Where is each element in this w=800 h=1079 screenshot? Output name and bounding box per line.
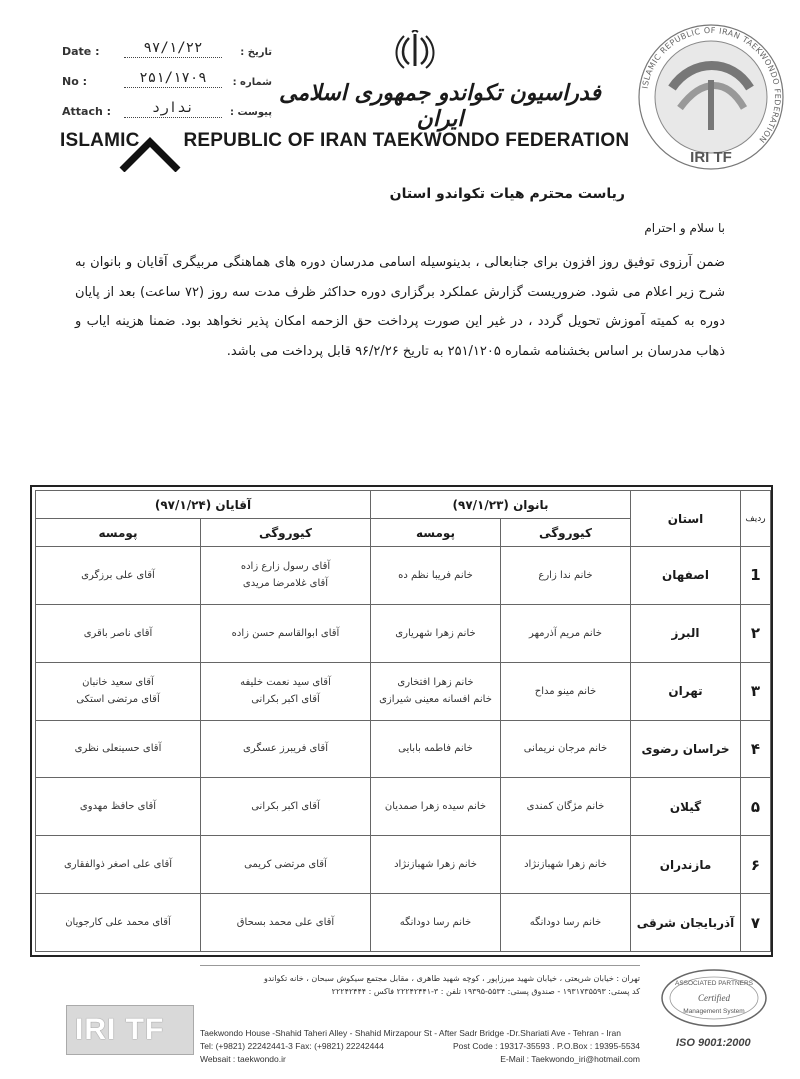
women-kyorugi-cell (501, 547, 631, 605)
men-poomsae-cell (36, 662, 201, 720)
province-cell: خراسان رضوی (631, 720, 741, 778)
men-kyorugi-cell (201, 894, 371, 952)
footer-email: E-Mail : Taekwondo_iri@hotmail.com (500, 1054, 640, 1064)
instructor-name: آقای حسینعلی نظری (74, 743, 162, 755)
instructor-name: آقای رسول زارع زاده (240, 561, 331, 573)
instructor-name: خانم زهرا شهبازنژاد (524, 859, 607, 871)
men-poomsae-cell (36, 836, 201, 894)
instructor-name: خانم زهرا شهریاری (395, 627, 476, 639)
row-number: 1 (741, 547, 771, 605)
province-cell: تهران (631, 662, 741, 720)
chevron-mark-icon (118, 136, 188, 172)
women-poomsae-cell (371, 894, 501, 952)
women-poomsae-cell (371, 547, 501, 605)
number-value: ۲۵۱/۱۷۰۹ (124, 70, 222, 88)
row-number: ۶ (741, 836, 771, 894)
instructor-name: خانم مینو مداح (534, 685, 597, 697)
men-kyorugi-cell (201, 604, 371, 662)
province-cell: مازندران (631, 836, 741, 894)
instructors-table (30, 485, 773, 957)
table-row (36, 894, 771, 952)
instructor-name: آقای مرتضی کریمی (244, 859, 327, 871)
table-row (36, 662, 771, 720)
logo-ring-text: ISLAMIC REPUBLIC OF IRAN TAEKWONDO FEDERATION (640, 25, 783, 145)
header-men-group: آقایان (۹۷/۱/۲۴) (36, 491, 371, 519)
addressee: ریاست محترم هیات تکواندو استان (389, 186, 625, 202)
greeting: با سلام و احترام (644, 221, 725, 235)
instructor-name: آقای حافظ مهدوی (79, 801, 157, 813)
footer-website: Websait : taekwondo.ir (200, 1054, 286, 1064)
instructor-name: آقای علی برزگری (81, 569, 155, 581)
instructor-name: خانم زهرا افتخاری (397, 677, 474, 689)
instructor-name: آقای محمد علی کارجویان (65, 917, 171, 929)
women-kyorugi-cell (501, 662, 631, 720)
header-women-poomsae: پومسه (371, 519, 501, 547)
attach-label-en: Attach : (62, 105, 112, 118)
women-poomsae-cell (371, 662, 501, 720)
date-row (62, 28, 272, 58)
women-kyorugi-cell (501, 778, 631, 836)
women-poomsae-cell (371, 836, 501, 894)
attach-label-fa: پیوست : (229, 107, 272, 118)
federation-name-en-part1: ISLAMIC (60, 130, 140, 151)
number-label-fa: شماره : (232, 77, 272, 88)
instructor-name: خانم رسا دودانگه (399, 917, 472, 929)
men-poomsae-cell (36, 894, 201, 952)
number-row (62, 58, 272, 88)
row-number: ۴ (741, 720, 771, 778)
instructor-name: خانم افسانه معینی شیرازی (379, 694, 492, 706)
date-label-en: Date : (62, 45, 100, 58)
men-kyorugi-cell (201, 720, 371, 778)
instructor-name: خانم مژگان کمندی (526, 801, 605, 813)
men-kyorugi-cell (201, 836, 371, 894)
instructors-table-grid (35, 490, 771, 952)
instructor-name: خانم زهرا شهبازنژاد (394, 859, 477, 871)
instructor-name: خانم مریم آذرمهر (529, 627, 602, 639)
instructor-name: خانم سیده زهرا صمدیان (384, 801, 487, 813)
attach-row (62, 88, 272, 118)
table-row (36, 836, 771, 894)
row-number: ۲ (741, 604, 771, 662)
table-row (36, 547, 771, 605)
federation-name-en-part2: REPUBLIC OF IRAN TAEKWONDO FEDERATION (183, 130, 630, 151)
iso-label: ISO 9001:2000 (676, 1037, 751, 1049)
date-label-fa: تاریخ : (240, 47, 272, 58)
header-women-kyorugi: کیوروگی (501, 519, 631, 547)
badge-low-text: Management System (683, 1008, 745, 1015)
table-row (36, 778, 771, 836)
women-kyorugi-cell (501, 720, 631, 778)
instructor-name: خانم فریبا نظم ده (398, 569, 473, 581)
date-value: ۹۷/۱/۲۲ (124, 40, 222, 58)
men-kyorugi-cell (201, 547, 371, 605)
attach-value: ندارد (124, 100, 222, 118)
footer-contact-row (200, 1040, 640, 1053)
men-poomsae-cell (36, 604, 201, 662)
women-poomsae-cell (371, 604, 501, 662)
instructor-name: خانم رسا دودانگه (529, 917, 602, 929)
letter-body: ضمن آرزوی توفیق روز افزون برای جنابعالی ، بدینوسیله اسامی مدرسان دوره های هماهنگی مربیگری آقایان و بانوان به شرح زیر اعلام می شود. ضروریست گزارش عملکرد برگزاری دوره حداکثر ظرف مدت سه روز (۷۲ ساعت) بعد از پایان دوره به کمیته آموزش تحویل گردد ، در غیر این صورت پرداخت حق الزحمه امکان پذیر نخواهد بود. ضمنا هزینه ایاب و ذهاب مدرسان بر اساس بخشنامه شماره ۲۵۱/۱۲۰۵ به تاریخ ۹۶/۲/۲۶ قابل پرداخت می باشد. (75, 255, 725, 359)
instructor-name: آقای علی محمد بسحاق (236, 917, 335, 929)
row-number: ۵ (741, 778, 771, 836)
footer-contact-fa-line: کد پستی: ۱۹۳۱۷۳۵۵۹۳ - صندوق پستی: ۵۵۳۴-۱۹۳۹۵ تلفن : ۳-۲۲۲۴۲۴۴۱ فاکس : ۲۲۲۴۲۴۴۴ (331, 987, 640, 996)
men-kyorugi-cell (201, 662, 371, 720)
footer-address-en (200, 1027, 640, 1066)
men-kyorugi-cell (201, 778, 371, 836)
province-cell: آذربایجان شرقی (631, 894, 741, 952)
instructor-name: آقای علی اصغر ذوالفقاری (63, 859, 173, 871)
header-men-poomsae: پومسه (36, 519, 201, 547)
instructor-name: خانم مرجان نریمانی (523, 743, 608, 755)
province-cell: اصفهان (631, 547, 741, 605)
women-poomsae-cell (371, 720, 501, 778)
iso-certification-badge (660, 968, 768, 1028)
instructor-name: آقای سعید خانبان (82, 677, 154, 689)
federation-name-fa: فدراسیون تکواندو جمهوری اسلامی ایران (279, 80, 601, 132)
number-label-en: No : (62, 75, 87, 88)
row-number: ۷ (741, 894, 771, 952)
federation-logo (632, 18, 790, 176)
footer-tel: Tel: (+9821) 22242441-3 Fax: (+9821) 22242444 (200, 1041, 384, 1051)
footer-address-fa (200, 972, 640, 998)
women-kyorugi-cell (501, 604, 631, 662)
table-row (36, 604, 771, 662)
instructor-name: آقای سید نعمت خلیفه (240, 677, 331, 689)
instructor-name: آقای فریبرز عسگری (243, 743, 328, 755)
letter-meta (62, 28, 272, 118)
header-men-kyorugi: کیوروگی (201, 519, 371, 547)
table-body (36, 547, 771, 952)
table-row (36, 720, 771, 778)
men-poomsae-cell (36, 778, 201, 836)
women-kyorugi-cell (501, 894, 631, 952)
men-poomsae-cell (36, 720, 201, 778)
instructor-name: خانم ندا زارع (538, 569, 593, 581)
instructor-name: آقای غلامرضا مریدی (242, 578, 329, 590)
men-poomsae-cell (36, 547, 201, 605)
province-cell: گیلان (631, 778, 741, 836)
row-number: ۳ (741, 662, 771, 720)
footer-divider (200, 965, 640, 966)
footer-postcode: Post Code : 19317-35593 . P.O.Box : 19395-5534 (453, 1041, 640, 1051)
footer-logo (66, 1005, 194, 1055)
header-province: استان (631, 491, 741, 547)
women-kyorugi-cell (501, 836, 631, 894)
instructor-name: آقای مرتضی استکی (76, 694, 160, 706)
instructor-name: آقای ناصر باقری (83, 627, 153, 639)
footer-logo-text: IRI TF (75, 1013, 165, 1046)
instructor-name: آقای اکبر بکرانی (251, 694, 320, 706)
header-women-group: بانوان (۹۷/۱/۲۳) (371, 491, 631, 519)
badge-top-text: ASSOCIATED PARTNERS (674, 980, 754, 987)
header-row-number: ردیف (741, 491, 771, 547)
iran-emblem-icon (395, 30, 435, 72)
instructor-name: آقای ابوالقاسم حسن زاده (231, 627, 340, 639)
footer-web-row (200, 1053, 640, 1066)
province-cell: البرز (631, 604, 741, 662)
logo-text: IRI TF (690, 149, 732, 166)
badge-mid-text: Certified (698, 993, 730, 1003)
instructor-name: آقای اکبر بکرانی (251, 801, 320, 813)
footer-address-en-line: Taekwondo House -Shahid Taheri Alley - Shahid Mirzapour St - After Sadr Bridge -Dr.Shariati Ave - Tehran - Iran (200, 1028, 621, 1038)
women-poomsae-cell (371, 778, 501, 836)
instructor-name: خانم فاطمه بابایی (398, 743, 473, 755)
footer-address-fa-line: تهران : خیابان شریعتی ، خیابان شهید میرزاپور ، کوچه شهید طاهری ، مقابل مجتمع سیکوش سبحان ، خانه تکواندو (263, 974, 640, 983)
